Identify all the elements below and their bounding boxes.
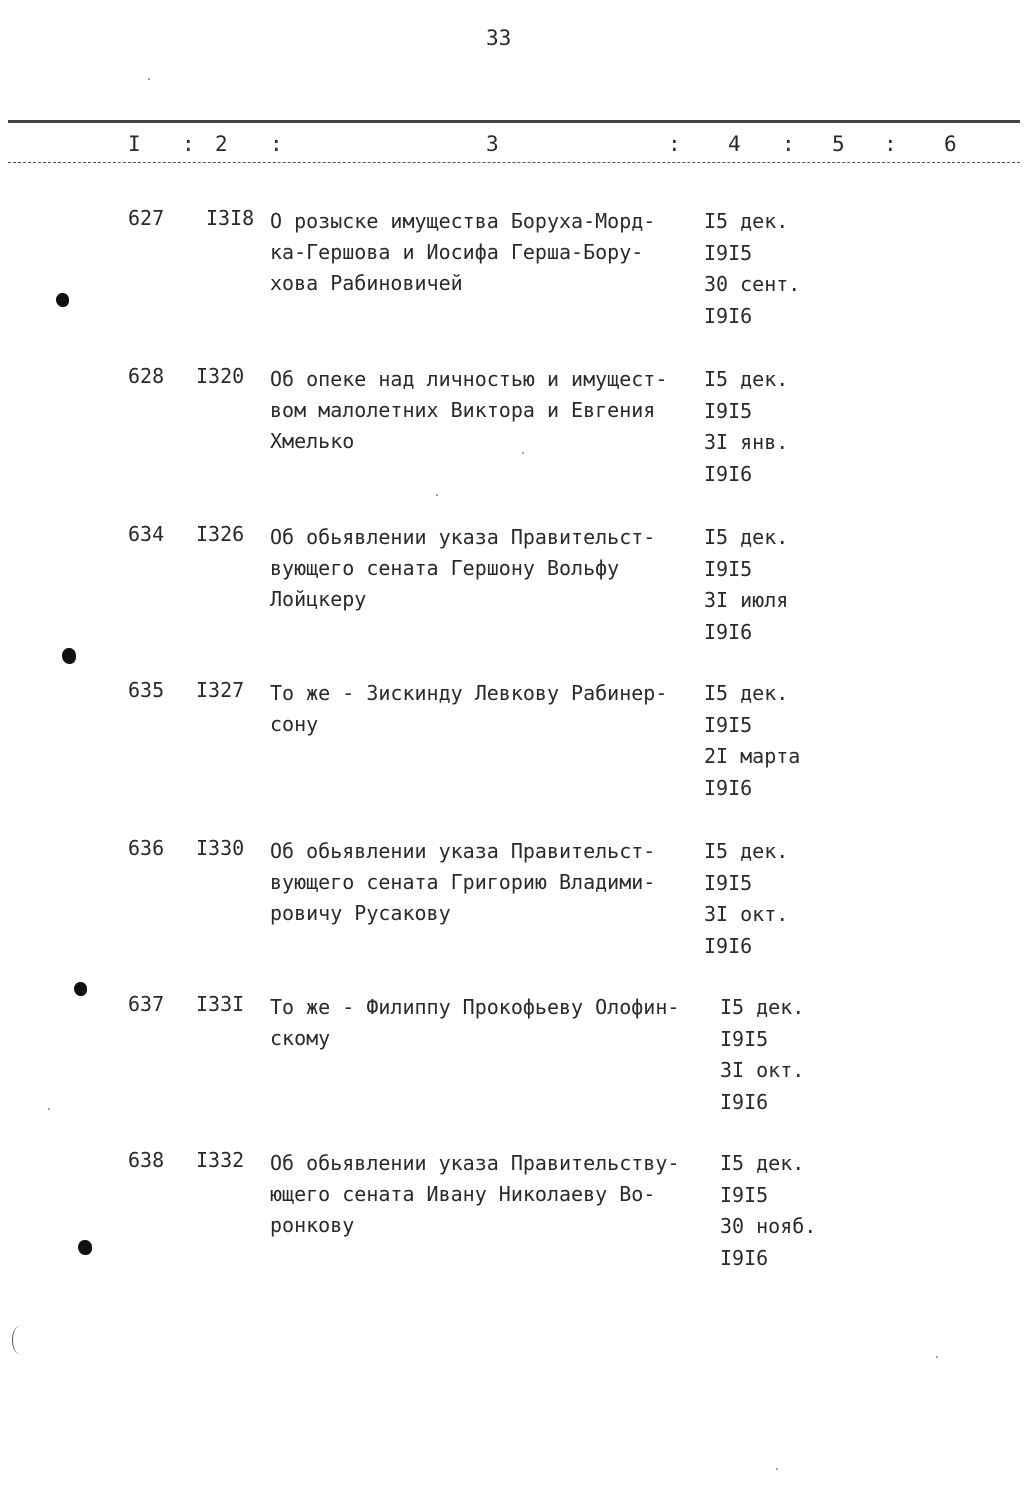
entry-dates	[704, 364, 788, 490]
entry-title-line: вующего сената Гершону Вольфу	[270, 556, 620, 580]
entry-title-line: хова Рабиновичей	[270, 271, 463, 295]
entry-title-line: ющего сената Ивану Николаеву Во-	[270, 1182, 656, 1206]
file-number: I3I8	[206, 206, 255, 230]
column-separator: :	[270, 132, 283, 156]
entry-number: 638	[128, 1148, 165, 1172]
file-number: I326	[196, 522, 245, 546]
entry-title-line: вом малолетних Виктора и Евгения	[270, 398, 656, 422]
end-date: 30 сент.	[704, 272, 801, 296]
end-year: I9I6	[704, 775, 753, 800]
end-year: I9I6	[704, 619, 753, 644]
start-date: I5 дек.	[704, 209, 789, 233]
entry-title	[270, 992, 679, 1054]
binder-hole-mark	[62, 648, 76, 664]
start-date: I5 дек.	[704, 367, 789, 391]
start-year: I9I5	[720, 1026, 769, 1051]
start-date: I5 дек.	[720, 1151, 805, 1175]
entry-title	[270, 1148, 679, 1241]
start-year: I9I5	[720, 1182, 769, 1207]
start-year: I9I5	[704, 870, 753, 895]
entry-title-line: Об обьявлении указа Правительст-	[270, 525, 656, 549]
entry-number: 627	[128, 206, 165, 230]
end-date: 3I июля	[704, 588, 789, 612]
column-header-6: 6	[944, 132, 957, 156]
entry-title	[270, 836, 655, 929]
inventory-entry	[0, 522, 1024, 652]
entry-number: 634	[128, 522, 165, 546]
start-year: I9I5	[704, 712, 753, 737]
entry-title-line: Лойцкеру	[270, 587, 367, 611]
file-number: I33I	[196, 992, 245, 1016]
entry-title	[270, 678, 667, 740]
entry-dates	[720, 1148, 816, 1274]
header-top-rule	[8, 120, 1020, 123]
column-separator: :	[182, 132, 195, 156]
inventory-entry	[0, 678, 1024, 808]
file-number: I330	[196, 836, 245, 860]
end-date: 3I янв.	[704, 430, 789, 454]
entry-dates	[704, 836, 788, 962]
entry-title-line: ровичу Русакову	[270, 901, 451, 925]
file-number: I327	[196, 678, 245, 702]
end-year: I9I6	[704, 933, 753, 958]
inventory-entry	[0, 836, 1024, 966]
column-header-5: 5	[832, 132, 845, 156]
entry-title-line: Хмелько	[270, 429, 355, 453]
header-bottom-rule	[8, 162, 1020, 163]
inventory-entry	[0, 992, 1024, 1122]
entry-title	[270, 522, 655, 615]
speck	[936, 1356, 938, 1358]
speck	[48, 1108, 50, 1110]
end-year: I9I6	[704, 303, 753, 328]
inventory-entry	[0, 364, 1024, 494]
inventory-entry	[0, 1148, 1024, 1278]
speck	[436, 494, 438, 496]
entry-title-line: ка-Гершова и Иосифа Герша-Бору-	[270, 240, 644, 264]
page-number: 33	[486, 26, 512, 50]
column-separator: :	[782, 132, 795, 156]
entry-number: 628	[128, 364, 165, 388]
entry-title-line: вующего сената Григорию Владими-	[270, 870, 656, 894]
entry-title-line: То же - Филиппу Прокофьеву Олофин-	[270, 995, 680, 1019]
start-year: I9I5	[704, 240, 753, 265]
entry-title-line: скому	[270, 1026, 331, 1050]
end-date: 3I окт.	[720, 1058, 805, 1082]
binder-hole-mark	[74, 982, 87, 996]
entry-number: 637	[128, 992, 165, 1016]
entry-title-line: О розыске имущества Боруха-Морд-	[270, 209, 656, 233]
speck	[148, 78, 150, 80]
entry-dates	[704, 206, 800, 332]
entry-number: 636	[128, 836, 165, 860]
column-separator: :	[884, 132, 897, 156]
start-year: I9I5	[704, 556, 753, 581]
column-header-2: 2	[215, 132, 228, 156]
entry-dates	[704, 678, 800, 804]
file-number: I320	[196, 364, 245, 388]
column-header-3: 3	[486, 132, 499, 156]
end-date: 2I марта	[704, 744, 801, 768]
file-number: I332	[196, 1148, 245, 1172]
entry-title	[270, 206, 655, 299]
column-header-4: 4	[728, 132, 741, 156]
speck	[522, 452, 524, 454]
entry-title-line: Об обьявлении указа Правительству-	[270, 1151, 680, 1175]
end-year: I9I6	[720, 1089, 769, 1114]
entry-dates	[704, 522, 788, 648]
entry-title-line: ронкову	[270, 1213, 355, 1237]
entry-title-line: сону	[270, 712, 319, 736]
binder-hole-mark	[56, 293, 69, 307]
start-date: I5 дек.	[704, 525, 789, 549]
entry-dates	[720, 992, 804, 1118]
start-date: I5 дек.	[704, 681, 789, 705]
end-date: 3I окт.	[704, 902, 789, 926]
column-separator: :	[668, 132, 681, 156]
speck	[776, 1468, 778, 1470]
entry-title-line: Об опеке над личностью и имущест-	[270, 367, 668, 391]
entry-title-line: То же - Зискинду Левкову Рабинер-	[270, 681, 668, 705]
pencil-mark	[12, 1326, 27, 1354]
start-date: I5 дек.	[704, 839, 789, 863]
start-year: I9I5	[704, 398, 753, 423]
entry-number: 635	[128, 678, 165, 702]
binder-hole-mark	[78, 1240, 92, 1255]
column-header-1: I	[128, 132, 141, 156]
inventory-entry	[0, 206, 1024, 336]
end-date: 30 нояб.	[720, 1214, 817, 1238]
end-year: I9I6	[704, 461, 753, 486]
entry-title	[270, 364, 667, 457]
entry-title-line: Об обьявлении указа Правительст-	[270, 839, 656, 863]
end-year: I9I6	[720, 1245, 769, 1270]
start-date: I5 дек.	[720, 995, 805, 1019]
